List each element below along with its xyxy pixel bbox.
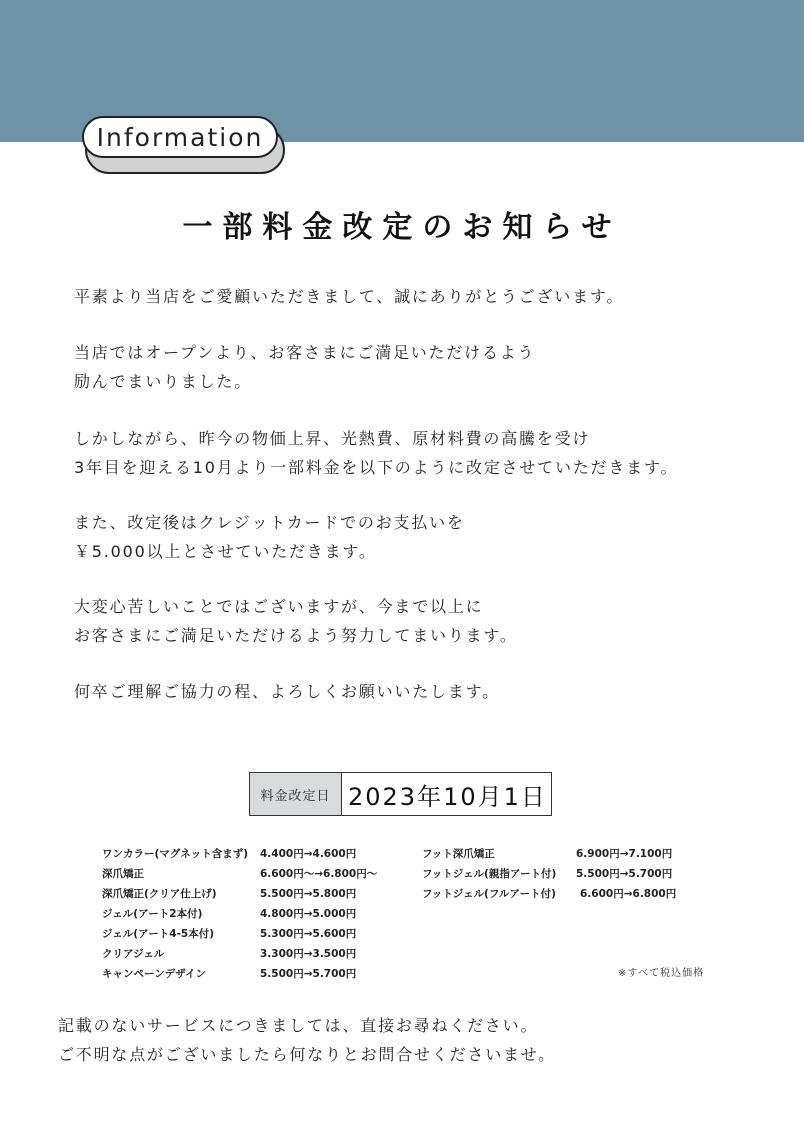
service-name: フット深爪矯正	[422, 848, 495, 860]
service-name: ジェル(アート4-5本付)	[102, 928, 215, 940]
paragraph-line: 励んでまいりました。	[74, 372, 253, 391]
service-price: 3.300円→3.500円	[260, 948, 357, 960]
service-price: 4.400円→4.600円	[260, 848, 357, 860]
service-price: 6.600円→6.800円	[580, 888, 677, 900]
paragraph-greeting	[74, 282, 774, 311]
service-price: 4.800円→5.000円	[260, 908, 357, 920]
service-price: 5.500円→5.700円	[576, 868, 673, 880]
footer-notes	[58, 1011, 778, 1069]
paragraph-reason	[74, 424, 774, 482]
information-label: Information	[82, 116, 278, 158]
footer-line: ご不明な点がございましたら何なりとお問合せくださいませ。	[58, 1045, 556, 1064]
revision-date-label: 料金改定日	[250, 773, 342, 815]
footer-line: 記載のないサービスにつきましては、直接お尋ねください。	[58, 1016, 539, 1035]
service-price: 5.500円→5.800円	[260, 888, 357, 900]
paragraph-line: 当店ではオープンより、お客さまにご満足いただけるよう	[74, 343, 536, 362]
paragraph-line: 3年目を迎える10月より一部料金を以下のように改定させていただきます。	[74, 458, 679, 477]
service-price: 5.500円→5.700円	[260, 968, 357, 980]
tax-note: ※すべて税込価格	[618, 968, 705, 979]
paragraph-line: お客さまにご満足いただけるよう努力してまいります。	[74, 626, 518, 645]
service-name: ワンカラー(マグネット含まず)	[102, 848, 248, 860]
paragraph-line: しかしながら、昨今の物価上昇、光熱費、原材料費の高騰を受け	[74, 429, 591, 448]
paragraph-line: 大変心苦しいことではございますが、今まで以上に	[74, 597, 484, 616]
service-name: キャンペーンデザイン	[102, 968, 207, 980]
service-price: 5.300円→5.600円	[260, 928, 357, 940]
paragraph-payment	[74, 508, 774, 566]
paragraph-closing	[74, 677, 774, 706]
service-name: フットジェル(親指アート付)	[422, 868, 557, 880]
paragraph-line: 平素より当店をご愛顧いただきまして、誠にありがとうございます。	[74, 287, 625, 306]
service-name: ジェル(アート2本付)	[102, 908, 203, 920]
service-name: 深爪矯正	[102, 868, 144, 880]
service-price: 6.600円〜→6.800円〜	[260, 868, 378, 880]
service-name: 深爪矯正(クリア仕上げ)	[102, 888, 217, 900]
revision-date-value: 2023年10月1日	[348, 782, 547, 811]
service-price: 6.900円→7.100円	[576, 848, 673, 860]
page-title: 一部料金改定のお知らせ	[182, 210, 622, 245]
paragraph-effort	[74, 338, 774, 396]
paragraph-line: ￥5.000以上とさせていただきます。	[74, 542, 377, 561]
revision-date-box	[249, 772, 552, 816]
paragraph-line: 何卒ご理解ご協力の程、よろしくお願いいたします。	[74, 682, 500, 701]
paragraph-apology	[74, 592, 774, 650]
paragraph-line: また、改定後はクレジットカードでのお支払いを	[74, 513, 465, 532]
service-name: フットジェル(フルアート付)	[422, 888, 556, 900]
service-name: クリアジェル	[102, 948, 165, 960]
